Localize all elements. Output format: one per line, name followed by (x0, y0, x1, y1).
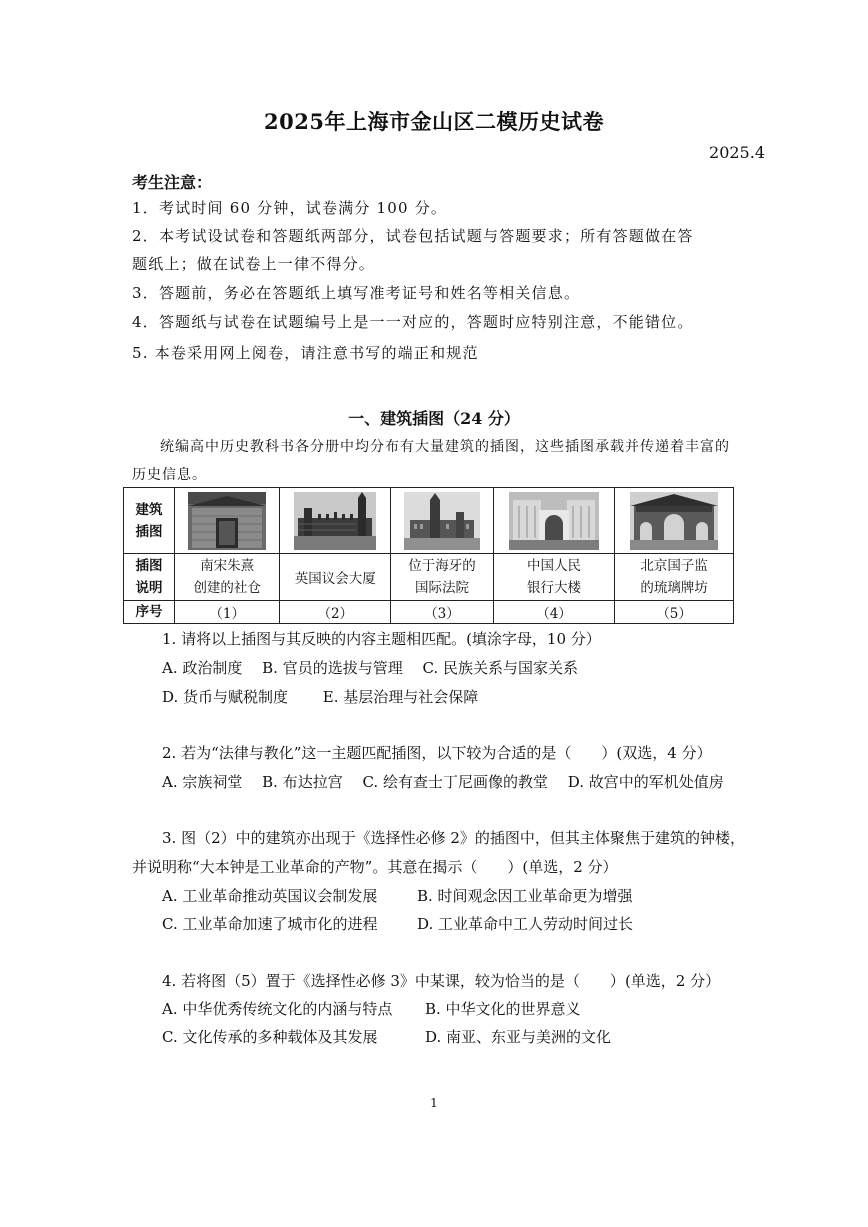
caption-line: 银行大楼 (527, 580, 582, 596)
caption-line: 创建的社仓 (193, 580, 261, 596)
notice-line-2-cont: 题纸上；做在试卷上一律不得分。 (132, 255, 376, 273)
section-intro-line-2: 历史信息。 (132, 467, 207, 483)
number-cell-4: （4） (493, 601, 614, 624)
table-row-captions (124, 554, 734, 601)
image-cell-5 (615, 488, 734, 554)
caption-cell-5 (615, 554, 734, 601)
row-header-line: 建筑 (135, 501, 163, 518)
notice-line-1: 1．考试时间 60 分钟，试卷满分 100 分。 (132, 199, 448, 217)
row-header-captions (124, 554, 175, 601)
caption-line: 中国人民 (527, 558, 582, 574)
question-4-option-c: C. 文化传承的多种载体及其发展 (162, 1028, 378, 1046)
image-cell-1 (175, 488, 280, 554)
question-2-stem: 2. 若为“法律与教化”这一主题匹配插图，以下较为合适的是（ ）(双选，4 分） (162, 744, 712, 762)
peace-palace-image (404, 492, 480, 550)
row-header-images (124, 488, 175, 554)
caption-cell-1 (175, 554, 280, 601)
caption-cell-2 (280, 554, 391, 601)
caption-line: 国际法院 (414, 580, 469, 596)
table-row-images (124, 488, 734, 554)
building-table (123, 487, 734, 624)
question-3-option-c: C. 工业革命加速了城市化的进程 (162, 915, 378, 933)
row-header-line: 插图 (135, 523, 163, 540)
question-4-option-b: B. 中华文化的世界意义 (425, 1000, 581, 1018)
notice-line-3: 3．答题前，务必在答题纸上填写准考证号和姓名等相关信息。 (132, 284, 581, 302)
number-cell-3: （3） (391, 601, 494, 624)
notice-line-2: 2．本考试设试卷和答题纸两部分，试卷包括试题与答题要求；所有答题做在答 (132, 227, 694, 245)
caption-line: 英国议会大厦 (294, 571, 376, 587)
number-cell-5: （5） (615, 601, 734, 624)
row-header-line: 插图 (135, 558, 163, 574)
question-4-stem: 4. 若将图（5）置于《选择性必修 3》中某课，较为恰当的是（ ）(单选，2 分） (162, 972, 721, 990)
caption-cell-4 (493, 554, 614, 601)
question-1-options-line-1: A. 政治制度 B. 官员的选拔与管理 C. 民族关系与国家关系 (162, 659, 578, 677)
question-2-options: A. 宗族祠堂 B. 布达拉宫 C. 绘有查士丁尼画像的教堂 D. 故宫中的军机处值房 (162, 773, 724, 791)
image-cell-3 (391, 488, 494, 554)
parliament-building-image (294, 492, 376, 550)
glazed-archway-image (630, 492, 718, 550)
question-3-option-a: A. 工业革命推动英国议会制发展 (162, 887, 378, 905)
caption-cell-3 (391, 554, 494, 601)
row-header-numbers: 序号 (124, 601, 175, 624)
notice-line-4: 4．答题纸与试卷在试题编号上是一一对应的，答题时应特别注意，不能错位。 (132, 313, 694, 331)
image-cell-4 (493, 488, 614, 554)
question-3-stem-line-2: 并说明称“大本钟是工业革命的产物”。其意在揭示（ ）(单选，2 分） (132, 858, 618, 876)
question-3-stem-line-1: 3. 图（2）中的建筑亦出现于《选择性必修 2》的插图中，但其主体聚焦于建筑的钟楼， (162, 829, 745, 847)
notice-line-5: 5. 本卷采用网上阅卷，请注意书写的端正和规范 (132, 344, 479, 362)
question-1-stem: 1. 请将以上插图与其反映的内容主题相匹配。(填涂字母，10 分） (162, 630, 601, 648)
caption-line: 的琉璃牌坊 (640, 580, 708, 596)
peoples-bank-building-image (509, 492, 599, 550)
notice-heading: 考生注意： (132, 173, 213, 192)
section-heading: 一、建筑插图（24 分） (348, 409, 520, 428)
question-1-options-line-2: D. 货币与赋税制度 E. 基层治理与社会保障 (162, 688, 479, 706)
page-number: 1 (430, 1096, 438, 1110)
table-row-numbers (124, 601, 734, 624)
image-cell-2 (280, 488, 391, 554)
row-header-line: 说明 (135, 580, 163, 596)
she-cang-building-image (188, 492, 266, 550)
caption-line: 北京国子监 (640, 558, 708, 574)
exam-date: 2025.4 (709, 143, 765, 162)
exam-title: 2025年上海市金山区二模历史试卷 (264, 109, 604, 134)
question-3-option-b: B. 时间观念因工业革命更为增强 (417, 887, 633, 905)
section-intro-line-1: 统编高中历史教科书各分册中均分布有大量建筑的插图，这些插图承载并传递着丰富的 (160, 439, 730, 455)
question-4-option-a: A. 中华优秀传统文化的内涵与特点 (162, 1000, 393, 1018)
number-cell-2: （2） (280, 601, 391, 624)
question-4-option-d: D. 南亚、东亚与美洲的文化 (425, 1028, 612, 1046)
caption-line: 南宋朱熹 (200, 558, 255, 574)
question-3-option-d: D. 工业革命中工人劳动时间过长 (417, 915, 634, 933)
number-cell-1: （1） (175, 601, 280, 624)
caption-line: 位于海牙的 (408, 558, 476, 574)
